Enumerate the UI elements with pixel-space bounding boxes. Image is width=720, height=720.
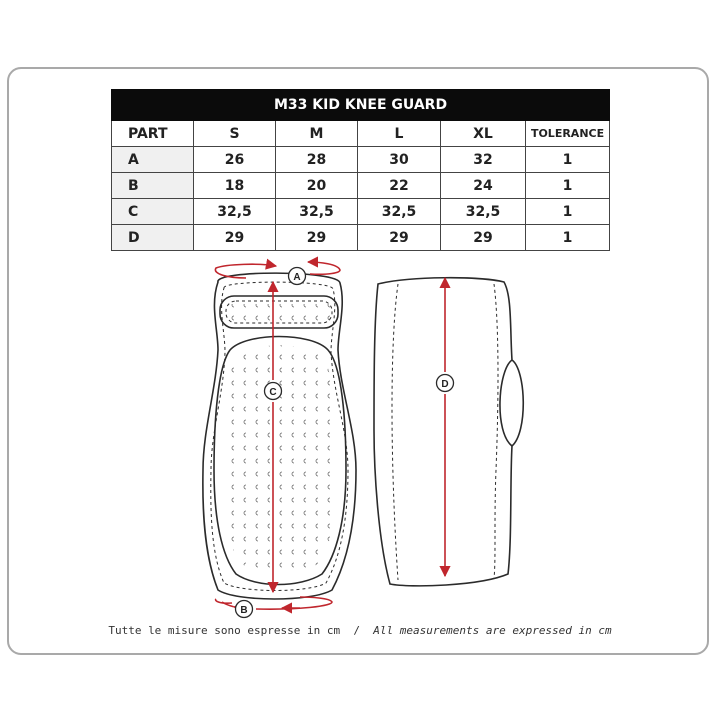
marker-d: D: [441, 379, 449, 390]
header-xl: XL: [441, 121, 526, 147]
table-title: M33 KID KNEE GUARD: [112, 90, 610, 121]
footnote-english: All measurements are expressed in cm: [373, 624, 612, 637]
side-knee-opening: [500, 360, 512, 446]
side-outline: [374, 278, 523, 586]
side-stitch-front: [392, 284, 398, 580]
size-cell: 32,5: [194, 199, 276, 225]
size-cell: 29: [358, 225, 441, 251]
knee-cap-holes: [222, 346, 338, 574]
side-stitch-back: [494, 284, 498, 578]
header-tolerance: TOLERANCE: [526, 121, 610, 147]
measure-b: [216, 597, 332, 618]
tolerance-cell: 1: [526, 147, 610, 173]
footnote-italian: Tutte le misure sono espresse in cm: [108, 624, 341, 637]
header-m: M: [276, 121, 358, 147]
side-view: [374, 278, 523, 586]
size-cell: 32,5: [441, 199, 526, 225]
part-cell: B: [112, 173, 194, 199]
part-cell: C: [112, 199, 194, 225]
size-cell: 20: [276, 173, 358, 199]
size-cell: 30: [358, 147, 441, 173]
part-cell: A: [112, 147, 194, 173]
header-l: L: [358, 121, 441, 147]
marker-a: A: [293, 272, 301, 283]
front-view: [203, 273, 356, 599]
part-cell: D: [112, 225, 194, 251]
size-cell: 32: [441, 147, 526, 173]
header-part: PART: [112, 121, 194, 147]
size-cell: 32,5: [276, 199, 358, 225]
size-cell: 26: [194, 147, 276, 173]
size-cell: 22: [358, 173, 441, 199]
marker-c: C: [269, 387, 277, 398]
tolerance-cell: 1: [526, 225, 610, 251]
footnote-separator: /: [353, 624, 360, 637]
measure-d: [437, 278, 454, 576]
size-cell: 18: [194, 173, 276, 199]
size-cell: 29: [276, 225, 358, 251]
size-cell: 24: [441, 173, 526, 199]
marker-b: B: [240, 605, 248, 616]
tolerance-cell: 1: [526, 173, 610, 199]
header-s: S: [194, 121, 276, 147]
size-cell: 32,5: [358, 199, 441, 225]
size-cell: 29: [194, 225, 276, 251]
size-cell: 28: [276, 147, 358, 173]
size-cell: 29: [441, 225, 526, 251]
strap-holes: [228, 304, 330, 322]
measurement-footnote: [0, 624, 720, 637]
tolerance-cell: 1: [526, 199, 610, 225]
